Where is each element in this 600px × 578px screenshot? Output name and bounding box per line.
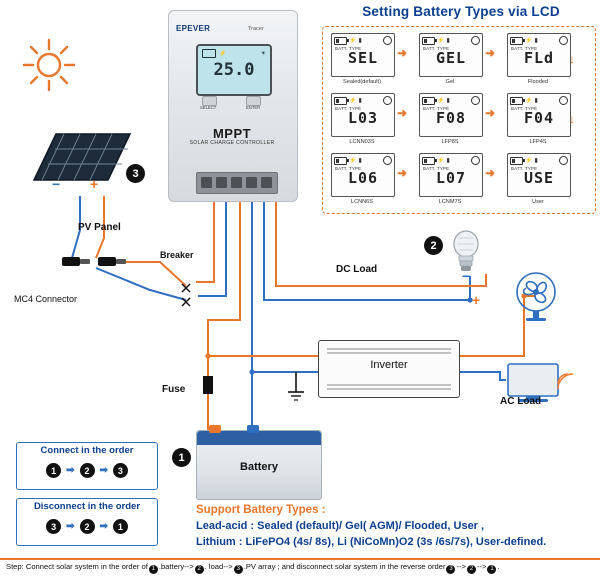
enter-button-label: ENTER xyxy=(246,105,261,110)
badge-step-2-dc-load: 2 xyxy=(424,236,443,255)
controller-lcd-screen xyxy=(196,44,272,96)
order-step: 3 xyxy=(46,519,61,534)
terminal xyxy=(201,177,212,188)
lcd-cell xyxy=(507,33,577,87)
inverter-vents-bottom xyxy=(319,383,459,393)
arrow-down-icon: ↓ xyxy=(569,112,575,126)
lcd-value: F08 xyxy=(435,109,467,127)
arrow-icon: ➜ xyxy=(397,106,408,120)
pv-minus-label: − xyxy=(52,176,61,192)
footer-step-dot: 2 xyxy=(195,565,204,574)
lcd-cell xyxy=(419,33,489,87)
lcd-cell xyxy=(507,93,577,147)
fan-icon xyxy=(508,268,564,324)
arrow-icon: ➡ xyxy=(66,465,75,476)
dc-minus-label: − xyxy=(462,268,471,284)
connect-order-title: Connect in the order xyxy=(40,445,134,456)
terminal xyxy=(246,177,257,188)
arrow-icon: ➡ xyxy=(66,521,75,532)
lcd-batt-type-label: BATT. TYPE xyxy=(335,46,362,51)
disconnect-order-box xyxy=(16,498,158,546)
footer-t3: .PV array ; and disconnect solar system in the reverse order xyxy=(243,562,446,571)
lcd-caption: Gel xyxy=(445,79,455,85)
lcd-display: ⚡ ▮ BATT. TYPE SEL xyxy=(331,33,395,77)
lcd-batt-type-label: BATT. TYPE xyxy=(511,166,538,171)
lcd-value: GEL xyxy=(435,49,467,67)
lcd-cell xyxy=(507,153,577,207)
lcd-value: USE xyxy=(523,169,555,187)
lcd-value: SEL xyxy=(347,49,379,67)
ac-load-label: AC Load xyxy=(500,396,542,407)
terminal xyxy=(261,177,272,188)
lcd-batt-type-label: BATT. TYPE xyxy=(335,166,362,171)
dc-load-label: DC Load xyxy=(336,264,378,275)
battery-terminals xyxy=(197,423,321,439)
lcd-display: ⚡ ▮ BATT. TYPE L06 xyxy=(331,153,395,197)
footer-step-dot: 1 xyxy=(487,565,496,574)
lcd-batt-type-label: BATT. TYPE xyxy=(423,166,450,171)
inverter-label: Inverter xyxy=(370,359,408,371)
footer-step-dot: 2 xyxy=(467,565,476,574)
lcd-battery-types-panel xyxy=(322,26,596,214)
controller-mppt-label: MPPT xyxy=(212,126,252,141)
mc4-connector-icon xyxy=(58,252,138,272)
order-step: 2 xyxy=(80,463,95,478)
arrow-icon: ➜ xyxy=(485,166,496,180)
breaker-label: Breaker xyxy=(160,250,194,260)
mc4-connector-label: MC4 Connector xyxy=(14,294,78,304)
lcd-batt-type-label: BATT. TYPE xyxy=(511,46,538,51)
lcd-display: ⚡ ▮ BATT. TYPE GEL xyxy=(419,33,483,77)
battery-label: Battery xyxy=(240,461,278,473)
pv-panel-label: PV Panel xyxy=(78,222,121,233)
lcd-value: L06 xyxy=(347,169,379,187)
lcd-caption: Flooded xyxy=(527,79,549,85)
arrow-icon: ➜ xyxy=(485,46,496,60)
lcd-cell xyxy=(331,33,401,87)
lcd-caption: LCNN6S xyxy=(350,199,374,205)
arrow-icon: ➜ xyxy=(485,106,496,120)
footer-t6: . xyxy=(497,562,500,571)
lcd-caption: User xyxy=(532,199,544,205)
select-button-label: SELECT xyxy=(200,105,217,110)
lcd-display: ⚡ ▮ BATT. TYPE F04 xyxy=(507,93,571,137)
badge-step-3-pv: 3 xyxy=(126,164,145,183)
controller-subtitle: SOLAR CHARGE CONTROLLER xyxy=(189,140,275,146)
lcd-cell xyxy=(419,153,489,207)
lcd-caption: LFP8S xyxy=(441,139,459,145)
inverter xyxy=(318,340,460,398)
badge-step-1-battery: 1 xyxy=(172,448,191,467)
footer-t4: --> xyxy=(456,562,466,571)
footer-step-dot: 1 xyxy=(149,565,158,574)
disconnect-order-title: Disconnect in the order xyxy=(33,501,141,512)
controller-button-row xyxy=(200,96,264,112)
lcd-cell xyxy=(419,93,489,147)
lcd-display: ⚡ ▮ BATT. TYPE FLd xyxy=(507,33,571,77)
arrow-icon: ➡ xyxy=(99,521,108,532)
lcd-batt-type-label: BATT. TYPE xyxy=(423,46,450,51)
arrow-icon: ➜ xyxy=(397,166,408,180)
disconnect-order-sequence xyxy=(17,519,157,534)
lcd-batt-type-label: BATT. TYPE xyxy=(511,106,538,111)
footer-step-dot: 3 xyxy=(446,565,455,574)
lcd-display: ⚡ ▮ BATT. TYPE L07 xyxy=(419,153,483,197)
order-step: 2 xyxy=(80,519,95,534)
footer-step-note xyxy=(6,562,594,574)
connect-order-box xyxy=(16,442,158,490)
support-battery-types-title: Support Battery Types : xyxy=(196,504,326,516)
lcd-caption: LCNM7S xyxy=(438,199,462,205)
lcd-batt-type-label: BATT. TYPE xyxy=(335,106,362,111)
terminal xyxy=(216,177,227,188)
order-step: 1 xyxy=(46,463,61,478)
terminal xyxy=(231,177,242,188)
arrow-icon: ➡ xyxy=(99,465,108,476)
pv-plus-label: + xyxy=(90,176,99,192)
footer-t5: --> xyxy=(476,562,487,571)
controller-lcd-icons: ⚡ ☀ xyxy=(202,49,266,58)
lcd-value: L03 xyxy=(347,109,379,127)
support-lead-acid-line: Lead-acid : Sealed (default)/ Gel( AGM)/ Flooded, User , xyxy=(196,520,485,532)
order-step: 3 xyxy=(113,463,128,478)
lcd-value: L07 xyxy=(435,169,467,187)
lcd-display: ⚡ ▮ BATT. TYPE L03 xyxy=(331,93,395,137)
lcd-caption: Sealed(default) xyxy=(343,79,381,85)
lcd-cell-grid xyxy=(329,33,589,207)
lcd-caption: LCNN03S xyxy=(349,139,375,145)
pv-panel-icon xyxy=(30,128,134,190)
connect-order-sequence xyxy=(17,463,157,478)
arrow-down-icon: ↓ xyxy=(569,52,575,66)
lcd-value: F04 xyxy=(523,109,555,127)
controller-terminal-block xyxy=(196,172,278,194)
footer-prefix: Step: Connect solar system in the order of xyxy=(6,562,148,571)
lcd-caption: LFP4S xyxy=(529,139,547,145)
footer-divider xyxy=(0,558,600,560)
lcd-section-title: Setting Battery Types via LCD xyxy=(362,4,560,19)
lcd-value: FLd xyxy=(523,49,555,67)
controller-model: Tracer xyxy=(248,26,264,32)
lcd-cell xyxy=(331,93,401,147)
dc-plus-label: + xyxy=(472,292,481,308)
arrow-icon: ➜ xyxy=(397,46,408,60)
footer-step-dot: 3 xyxy=(234,565,243,574)
footer-t1: .battery--> xyxy=(158,562,194,571)
lcd-display: ⚡ ▮ BATT. TYPE USE xyxy=(507,153,571,197)
lcd-cell xyxy=(331,153,401,207)
footer-t2: . load--> xyxy=(204,562,233,571)
inverter-vents xyxy=(319,347,459,357)
lcd-display: ⚡ ▮ BATT. TYPE F08 xyxy=(419,93,483,137)
fuse-label: Fuse xyxy=(162,384,186,395)
order-step: 1 xyxy=(113,519,128,534)
battery xyxy=(196,430,322,500)
support-lithium-line: Lithium : LiFePO4 (4s/ 8s), Li (NiCoMn)O2 (3s /6s/7s), User-defined. xyxy=(196,536,547,548)
controller-lcd-value: 25.0 xyxy=(213,60,255,80)
sun-icon xyxy=(20,36,78,94)
lcd-batt-type-label: BATT. TYPE xyxy=(423,106,450,111)
controller-brand: EPEVER xyxy=(176,24,211,33)
